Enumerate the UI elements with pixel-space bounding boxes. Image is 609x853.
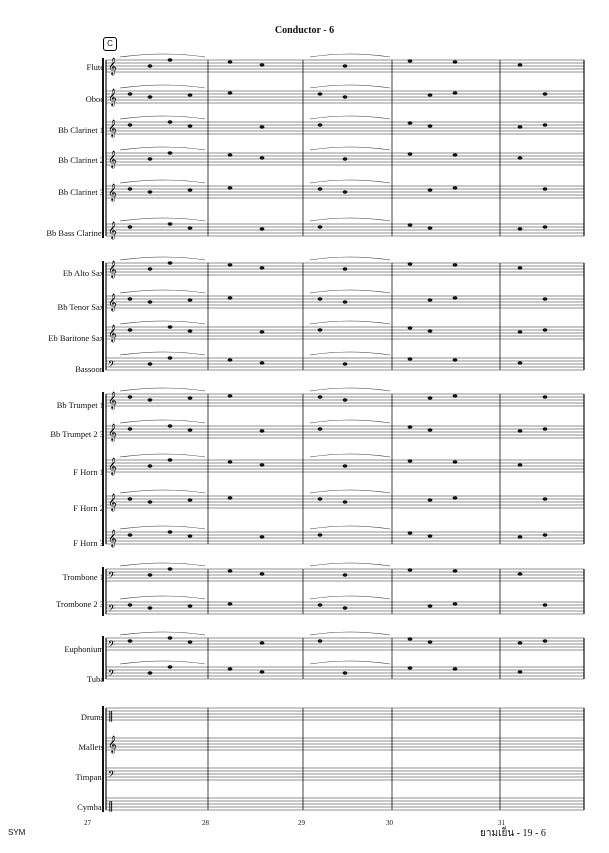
notehead xyxy=(518,535,523,538)
notehead xyxy=(228,394,233,397)
notehead xyxy=(518,125,523,128)
notehead xyxy=(408,568,413,571)
bass-clef-icon: 𝄢 xyxy=(108,570,116,583)
staff xyxy=(106,768,584,782)
instrument-label-tuba: Tuba xyxy=(86,674,104,684)
instrument-label-euphonium: Euphonium xyxy=(64,644,104,654)
notehead xyxy=(228,602,233,605)
notehead xyxy=(188,604,193,607)
slur xyxy=(310,490,390,493)
notehead xyxy=(148,573,153,576)
slur xyxy=(120,290,205,293)
notehead xyxy=(408,121,413,124)
treble-clef-icon: 𝄞 xyxy=(108,457,117,475)
notehead xyxy=(518,463,523,466)
notehead xyxy=(428,188,433,191)
notehead xyxy=(428,428,433,431)
slur xyxy=(120,596,205,599)
treble-clef-icon: 𝄞 xyxy=(108,391,117,409)
notehead xyxy=(128,427,133,430)
notehead xyxy=(260,463,265,466)
instrument-label-bass-clarinet: Bb Bass Clarinet xyxy=(46,228,104,238)
notehead xyxy=(408,262,413,265)
notehead xyxy=(168,325,173,328)
notehead xyxy=(518,227,523,230)
notehead xyxy=(518,429,523,432)
measure-number-27: 27 xyxy=(84,819,91,827)
notehead xyxy=(188,534,193,537)
notehead xyxy=(148,95,153,98)
treble-clef-icon: 𝄞 xyxy=(108,529,117,547)
instrument-label-clarinet-3: Bb Clarinet 3 xyxy=(58,187,104,197)
notehead xyxy=(260,670,265,673)
notehead xyxy=(318,225,323,228)
notehead xyxy=(260,63,265,66)
bass-clef-icon: 𝄢 xyxy=(108,769,116,782)
footer-page: ยามเย็น - 19 - 6 xyxy=(480,828,546,839)
notehead xyxy=(518,641,523,644)
slur xyxy=(120,632,205,635)
notehead xyxy=(168,636,173,639)
notehead xyxy=(228,153,233,156)
staff xyxy=(106,423,584,441)
notehead xyxy=(343,671,348,674)
notehead xyxy=(128,225,133,228)
notehead xyxy=(408,223,413,226)
notehead xyxy=(228,91,233,94)
notehead xyxy=(148,64,153,67)
notehead xyxy=(318,187,323,190)
notehead xyxy=(168,58,173,61)
notehead xyxy=(228,60,233,63)
notehead xyxy=(168,151,173,154)
treble-clef-icon: 𝄞 xyxy=(108,293,117,311)
notehead xyxy=(128,639,133,642)
slur xyxy=(310,85,390,88)
slur xyxy=(120,54,205,57)
notehead xyxy=(518,572,523,575)
notehead xyxy=(128,533,133,536)
treble-clef-icon: 𝄞 xyxy=(108,324,117,342)
slur xyxy=(120,352,205,355)
notehead xyxy=(428,124,433,127)
notehead xyxy=(168,567,173,570)
notehead xyxy=(260,641,265,644)
notehead xyxy=(543,427,548,430)
notehead xyxy=(453,569,458,572)
instrument-label-bassoon: Bassoon xyxy=(75,364,104,374)
notehead xyxy=(128,395,133,398)
slur xyxy=(310,661,390,664)
notehead xyxy=(453,60,458,63)
notehead xyxy=(318,427,323,430)
instrument-label-tenor-sax: Bb Tenor Sax xyxy=(57,302,104,312)
slur xyxy=(310,218,390,221)
notehead xyxy=(228,358,233,361)
instrument-label-alto-sax: Eb Alto Sax xyxy=(62,268,104,278)
treble-clef-icon: 𝄞 xyxy=(108,183,117,201)
notehead xyxy=(428,93,433,96)
slur xyxy=(120,147,205,150)
slur xyxy=(310,563,390,566)
slur xyxy=(120,321,205,324)
instrument-label-trombone-1: Trombone 1 xyxy=(62,572,104,582)
notehead xyxy=(260,572,265,575)
notehead xyxy=(148,267,153,270)
notehead xyxy=(543,603,548,606)
notehead xyxy=(343,500,348,503)
notehead xyxy=(543,533,548,536)
notehead xyxy=(428,396,433,399)
notehead xyxy=(518,266,523,269)
measure-number-28: 28 xyxy=(202,819,209,827)
notehead xyxy=(148,157,153,160)
slur xyxy=(120,180,205,183)
slur xyxy=(310,388,390,391)
staff xyxy=(106,324,584,342)
notehead xyxy=(543,395,548,398)
notehead xyxy=(148,500,153,503)
notehead xyxy=(408,637,413,640)
page-title: Conductor - 6 xyxy=(274,25,335,36)
notehead xyxy=(188,226,193,229)
instrument-label-cymbal: Cymbal xyxy=(77,802,104,812)
percussion-clef-icon: ‖ xyxy=(108,799,114,812)
slur xyxy=(120,490,205,493)
notehead xyxy=(453,296,458,299)
instrument-label-horn-3: F Horn 3 xyxy=(73,538,104,548)
notehead xyxy=(453,602,458,605)
notehead xyxy=(260,227,265,230)
treble-clef-icon: 𝄞 xyxy=(108,735,117,753)
notehead xyxy=(228,460,233,463)
slur xyxy=(310,632,390,635)
notehead xyxy=(543,187,548,190)
notehead xyxy=(188,428,193,431)
notehead xyxy=(543,92,548,95)
notehead xyxy=(453,263,458,266)
slur xyxy=(310,290,390,293)
notehead xyxy=(518,670,523,673)
notehead xyxy=(408,357,413,360)
slur xyxy=(120,454,205,457)
slur xyxy=(310,596,390,599)
notehead xyxy=(318,639,323,642)
staff xyxy=(106,735,584,753)
slur xyxy=(310,526,390,529)
notehead xyxy=(343,267,348,270)
notehead xyxy=(188,93,193,96)
notehead xyxy=(188,329,193,332)
notehead xyxy=(518,156,523,159)
notehead xyxy=(188,498,193,501)
notehead xyxy=(148,464,153,467)
notehead xyxy=(188,298,193,301)
notehead xyxy=(188,124,193,127)
slur xyxy=(120,388,205,391)
bass-clef-icon: 𝄢 xyxy=(108,359,116,372)
instrument-label-trombone-2-3: Trombone 2 3 xyxy=(56,599,104,609)
treble-clef-icon: 𝄞 xyxy=(108,221,117,239)
notehead xyxy=(260,266,265,269)
instrument-label-mallets: Mallets xyxy=(78,742,104,752)
notehead xyxy=(228,496,233,499)
treble-clef-icon: 𝄞 xyxy=(108,88,117,106)
staff xyxy=(106,119,584,137)
notehead xyxy=(343,64,348,67)
slur xyxy=(120,563,205,566)
notehead xyxy=(453,394,458,397)
notehead xyxy=(318,497,323,500)
staff xyxy=(106,798,584,812)
slur xyxy=(310,420,390,423)
notehead xyxy=(343,362,348,365)
treble-clef-icon: 𝄞 xyxy=(108,493,117,511)
notehead xyxy=(343,464,348,467)
notehead xyxy=(428,298,433,301)
notehead xyxy=(128,297,133,300)
notehead xyxy=(228,667,233,670)
slur xyxy=(120,218,205,221)
notehead xyxy=(543,297,548,300)
treble-clef-icon: 𝄞 xyxy=(108,57,117,75)
notehead xyxy=(168,356,173,359)
notehead xyxy=(453,91,458,94)
notehead xyxy=(260,535,265,538)
notehead xyxy=(168,222,173,225)
staff xyxy=(106,708,584,722)
footer-code: SYM xyxy=(8,828,26,837)
slur xyxy=(120,85,205,88)
staff xyxy=(106,221,584,239)
treble-clef-icon: 𝄞 xyxy=(108,423,117,441)
treble-clef-icon: 𝄞 xyxy=(108,260,117,278)
instrument-label-baritone-sax: Eb Baritone Sax xyxy=(48,333,104,343)
instrument-label-trumpet-1: Bb Trumpet 1 xyxy=(56,400,104,410)
slur xyxy=(120,116,205,119)
notehead xyxy=(148,300,153,303)
slur xyxy=(120,257,205,260)
notehead xyxy=(318,395,323,398)
notehead xyxy=(148,362,153,365)
notehead xyxy=(228,296,233,299)
notehead xyxy=(128,603,133,606)
notehead xyxy=(148,398,153,401)
notehead xyxy=(168,261,173,264)
notehead xyxy=(318,92,323,95)
bass-clef-icon: 𝄢 xyxy=(108,639,116,652)
notehead xyxy=(408,425,413,428)
instrument-label-timpani: Timpani xyxy=(75,772,104,782)
notehead xyxy=(168,530,173,533)
instrument-label-flute: Flute xyxy=(86,62,104,72)
instrument-label-horn-2: F Horn 2 xyxy=(73,503,104,513)
instrument-label-horn-1: F Horn 1 xyxy=(73,467,104,477)
notehead xyxy=(148,190,153,193)
notehead xyxy=(543,328,548,331)
notehead xyxy=(408,152,413,155)
instrument-label-drums: Drums xyxy=(80,712,104,722)
notehead xyxy=(168,665,173,668)
notehead xyxy=(343,573,348,576)
notehead xyxy=(408,326,413,329)
staff xyxy=(106,638,584,652)
notehead xyxy=(453,496,458,499)
staff xyxy=(106,529,584,547)
notehead xyxy=(343,606,348,609)
notehead xyxy=(428,534,433,537)
measure-number-31: 31 xyxy=(498,819,505,827)
notehead xyxy=(128,187,133,190)
notehead xyxy=(408,531,413,534)
slur xyxy=(310,54,390,57)
notehead xyxy=(260,361,265,364)
notehead xyxy=(260,156,265,159)
slur xyxy=(310,180,390,183)
notehead xyxy=(343,95,348,98)
notehead xyxy=(453,667,458,670)
notehead xyxy=(518,63,523,66)
notehead xyxy=(188,396,193,399)
slur xyxy=(120,420,205,423)
notehead xyxy=(148,606,153,609)
slur xyxy=(120,526,205,529)
rehearsal-mark: C xyxy=(103,37,117,51)
instrument-label-clarinet-1: Bb Clarinet 1 xyxy=(58,125,104,135)
notehead xyxy=(408,459,413,462)
notehead xyxy=(518,330,523,333)
percussion-clef-icon: ‖ xyxy=(108,709,114,722)
notehead xyxy=(168,120,173,123)
notehead xyxy=(188,188,193,191)
notehead xyxy=(128,92,133,95)
slur xyxy=(120,661,205,664)
notehead xyxy=(543,639,548,642)
notehead xyxy=(453,153,458,156)
notehead xyxy=(168,424,173,427)
instrument-label-oboe: Oboe xyxy=(85,94,104,104)
notehead xyxy=(518,361,523,364)
notehead xyxy=(188,640,193,643)
measure-number-29: 29 xyxy=(298,819,305,827)
slur xyxy=(310,321,390,324)
notehead xyxy=(428,498,433,501)
notehead xyxy=(318,603,323,606)
treble-clef-icon: 𝄞 xyxy=(108,150,117,168)
notehead xyxy=(343,190,348,193)
bass-clef-icon: 𝄢 xyxy=(108,603,116,616)
slur xyxy=(310,257,390,260)
notehead xyxy=(543,497,548,500)
notehead xyxy=(128,497,133,500)
notehead xyxy=(428,226,433,229)
notehead xyxy=(318,123,323,126)
notehead xyxy=(543,123,548,126)
notehead xyxy=(260,330,265,333)
notehead xyxy=(453,358,458,361)
notehead xyxy=(453,186,458,189)
slur xyxy=(310,116,390,119)
notehead xyxy=(260,429,265,432)
bass-clef-icon: 𝄢 xyxy=(108,668,116,681)
treble-clef-icon: 𝄞 xyxy=(108,119,117,137)
notehead xyxy=(318,297,323,300)
notehead xyxy=(408,666,413,669)
notehead xyxy=(168,458,173,461)
slur xyxy=(310,454,390,457)
slur xyxy=(310,147,390,150)
measure-number-30: 30 xyxy=(386,819,393,827)
notehead xyxy=(318,328,323,331)
notehead xyxy=(228,186,233,189)
notehead xyxy=(228,569,233,572)
notehead xyxy=(318,533,323,536)
notehead xyxy=(128,328,133,331)
slur xyxy=(310,352,390,355)
notehead xyxy=(543,225,548,228)
notehead xyxy=(428,329,433,332)
notehead xyxy=(228,263,233,266)
notehead xyxy=(343,398,348,401)
notehead xyxy=(428,640,433,643)
notehead xyxy=(343,300,348,303)
notehead xyxy=(148,671,153,674)
instrument-label-clarinet-2: Bb Clarinet 2 xyxy=(58,155,104,165)
notehead xyxy=(428,604,433,607)
notehead xyxy=(128,123,133,126)
instrument-label-trumpet-2-3: Bb Trumpet 2 3 xyxy=(50,429,104,439)
notehead xyxy=(343,157,348,160)
notehead xyxy=(408,59,413,62)
notehead xyxy=(453,460,458,463)
notehead xyxy=(260,125,265,128)
